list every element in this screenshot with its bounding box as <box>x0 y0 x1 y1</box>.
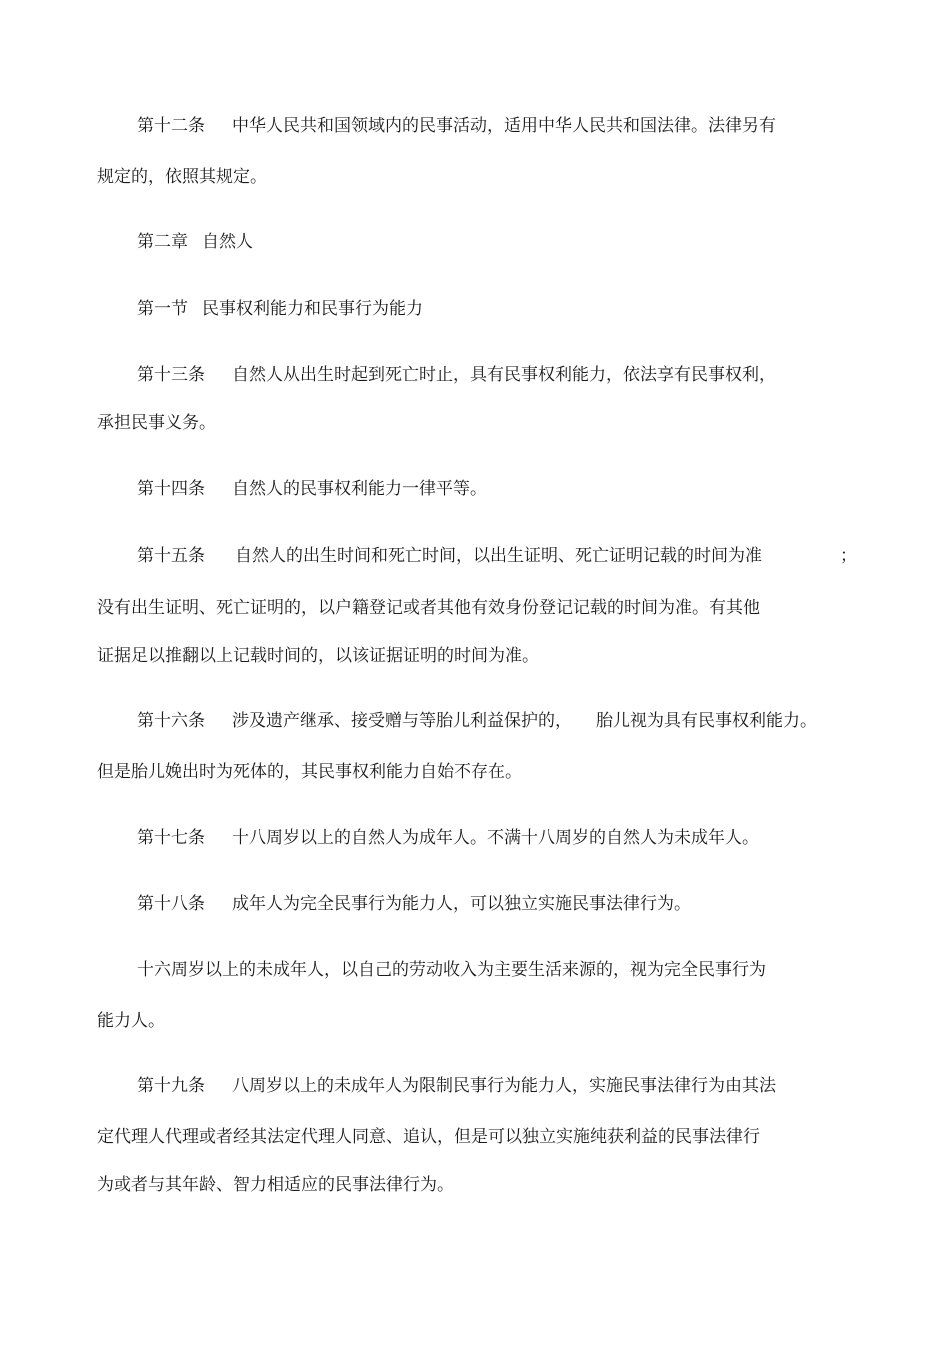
article-13-label: 第十三条 <box>137 365 205 385</box>
article-16-text-b: 胎儿视为具有民事权利能力。 <box>596 711 817 731</box>
article-17-line-1 <box>137 827 759 849</box>
article-18-line-1 <box>137 893 691 915</box>
article-14-label: 第十四条 <box>137 479 205 499</box>
article-19-label: 第十九条 <box>137 1076 205 1096</box>
article-14-text: 自然人的民事权利能力一律平等。 <box>232 479 487 499</box>
article-19-line-1 <box>137 1075 776 1097</box>
article-15-line-3: 证据足以推翻以上记载时间的，以该证据证明的时间为准。 <box>97 646 539 666</box>
article-15-line-1 <box>137 545 762 567</box>
chapter-title: 自然人 <box>202 232 253 252</box>
article-15-line-1-end: ； <box>840 546 857 566</box>
article-16-line-1 <box>137 710 817 732</box>
article-18-label: 第十八条 <box>137 894 205 914</box>
article-16-line-2: 但是胎儿娩出时为死体的，其民事权利能力自始不存在。 <box>97 762 522 782</box>
article-18-text: 成年人为完全民事行为能力人，可以独立实施民事法律行为。 <box>232 894 691 914</box>
article-12-label: 第十二条 <box>137 116 205 136</box>
article-18-para-2-line-1: 十六周岁以上的未成年人，以自己的劳动收入为主要生活来源的，视为完全民事行为 <box>137 960 766 980</box>
section-heading <box>137 298 423 320</box>
article-19-line-3: 为或者与其年龄、智力相适应的民事法律行为。 <box>97 1175 454 1195</box>
article-17-label: 第十七条 <box>137 828 205 848</box>
article-15-text: 自然人的出生时间和死亡时间，以出生证明、死亡证明记载的时间为准 <box>235 546 762 566</box>
article-13-line-1 <box>137 364 776 386</box>
article-17-text: 十八周岁以上的自然人为成年人。不满十八周岁的自然人为未成年人。 <box>232 828 759 848</box>
section-title: 民事权利能力和民事行为能力 <box>202 299 423 319</box>
article-12-line-2: 规定的，依照其规定。 <box>97 167 267 187</box>
article-13-text: 自然人从出生时起到死亡时止，具有民事权利能力，依法享有民事权利， <box>232 365 776 385</box>
chapter-label: 第二章 <box>137 232 188 252</box>
article-16-text-a: 涉及遗产继承、接受赠与等胎儿利益保护的， <box>232 711 572 731</box>
article-12-line-1 <box>137 115 776 137</box>
article-19-line-2: 定代理人代理或者经其法定代理人同意、追认，但是可以独立实施纯获利益的民事法律行 <box>97 1127 760 1147</box>
section-label: 第一节 <box>137 299 188 319</box>
article-14-line-1 <box>137 478 487 500</box>
article-13-line-2: 承担民事义务。 <box>97 413 216 433</box>
article-15-line-2: 没有出生证明、死亡证明的，以户籍登记或者其他有效身份登记记载的时间为准。有其他 <box>97 598 760 618</box>
article-12-text: 中华人民共和国领域内的民事活动，适用中华人民共和国法律。法律另有 <box>232 116 776 136</box>
article-18-para-2-line-2: 能力人。 <box>97 1011 165 1031</box>
article-16-label: 第十六条 <box>137 711 205 731</box>
article-15-label: 第十五条 <box>137 546 205 566</box>
chapter-heading <box>137 231 253 253</box>
article-19-text: 八周岁以上的未成年人为限制民事行为能力人，实施民事法律行为由其法 <box>232 1076 776 1096</box>
